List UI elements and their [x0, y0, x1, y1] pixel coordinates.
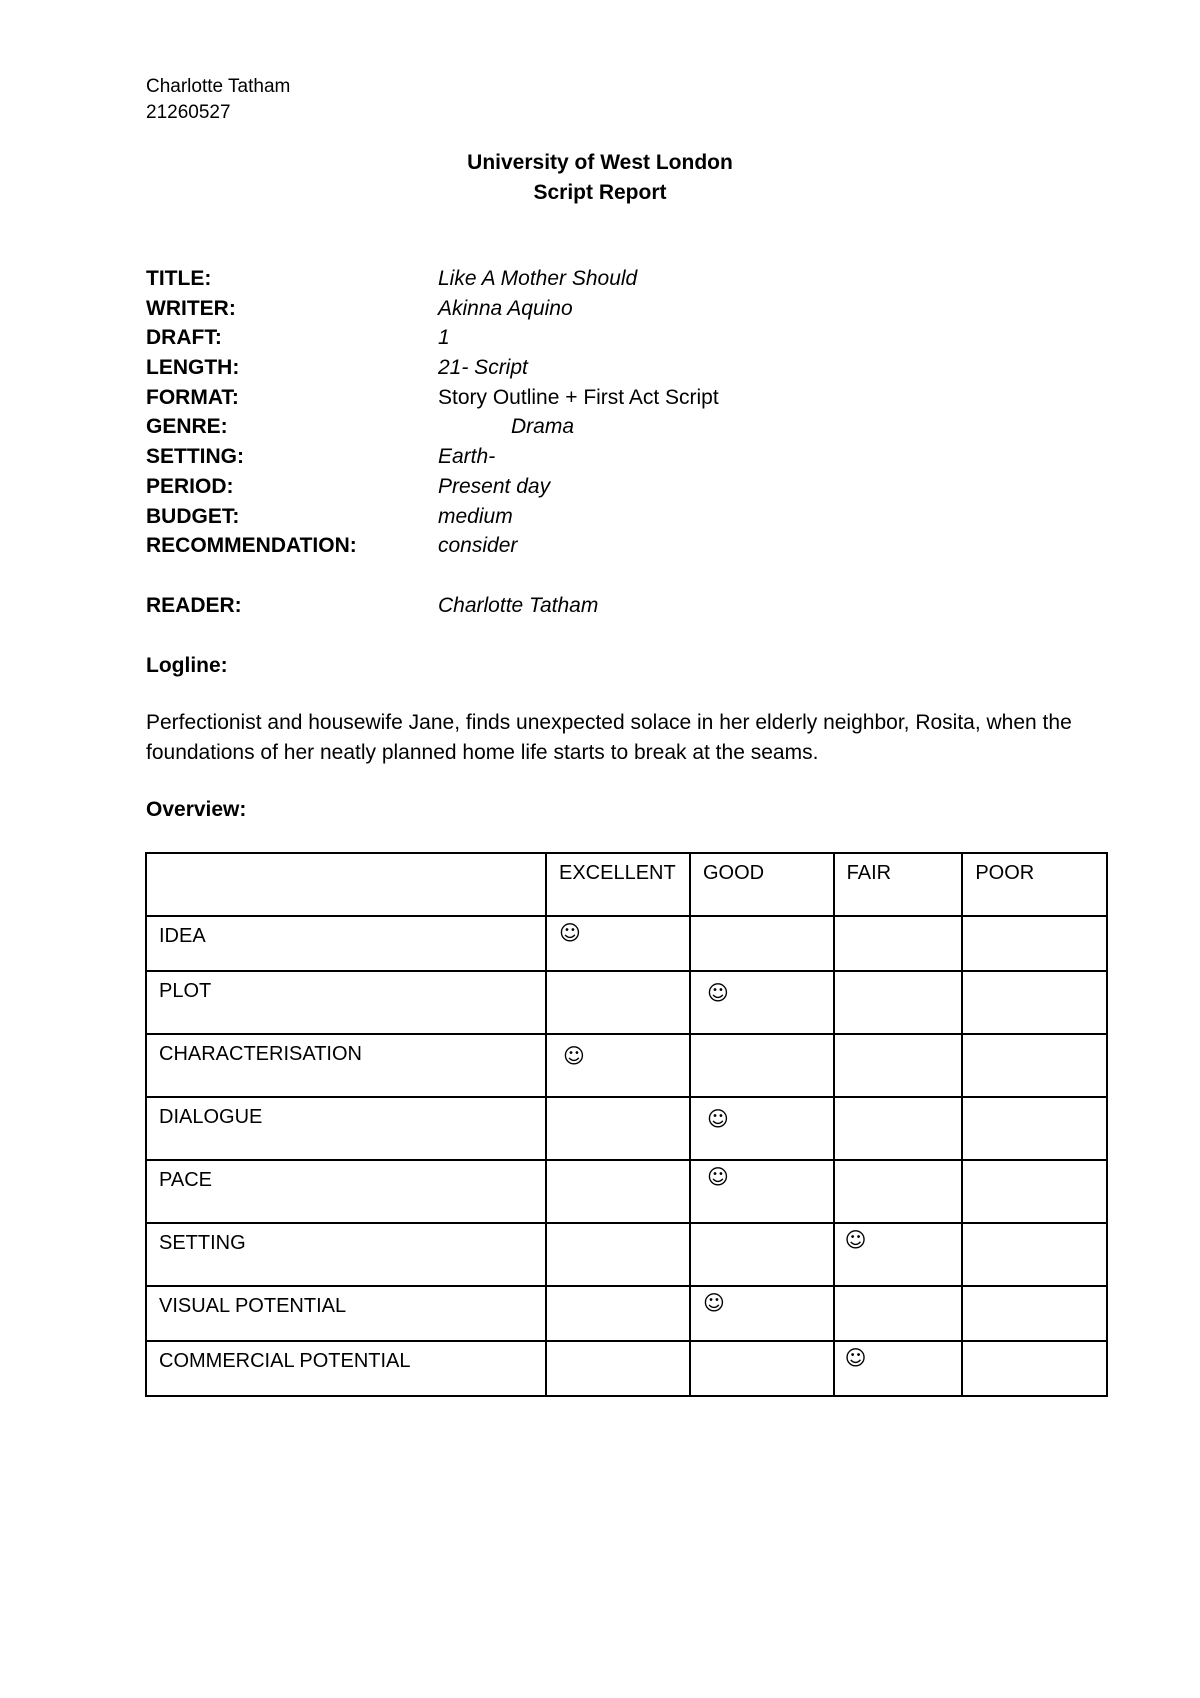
- rating-cell-excellent: [546, 1223, 690, 1286]
- rating-cell-fair: [834, 1097, 963, 1160]
- criterion-cell: COMMERCIAL POTENTIAL: [146, 1341, 546, 1396]
- rating-cell-fair: [834, 1034, 963, 1097]
- table-row: [146, 1286, 1107, 1341]
- table-row: [146, 971, 1107, 1034]
- rating-cell-good: [690, 1034, 834, 1097]
- field-label: DRAFT:: [146, 326, 222, 350]
- rating-cell-good: [690, 1286, 834, 1341]
- smiley-icon: ☺: [706, 1165, 729, 1189]
- field-label: TITLE:: [146, 267, 212, 290]
- field-label: RECOMMENDATION:: [146, 534, 357, 558]
- criterion-cell: CHARACTERISATION: [146, 1034, 546, 1097]
- smiley-icon: ☺: [844, 1346, 867, 1370]
- rating-cell-excellent: [546, 1286, 690, 1341]
- rating-cell-good: [690, 1097, 834, 1160]
- university-name: University of West London: [467, 151, 733, 174]
- overview-table: [145, 852, 1108, 1397]
- field-value: Akinna Aquino: [438, 296, 573, 320]
- rating-cell-fair: [834, 1341, 963, 1396]
- field-value: Charlotte Tatham: [438, 594, 599, 617]
- field-value: Earth-: [438, 445, 496, 469]
- rating-cell-excellent: [546, 1034, 690, 1097]
- rating-cell-fair: [834, 1223, 963, 1286]
- table-header-row: [146, 853, 1107, 916]
- report-title: Script Report: [533, 181, 667, 204]
- table-row: [146, 916, 1107, 971]
- field-label: LENGTH:: [146, 356, 240, 380]
- criterion-cell: DIALOGUE: [146, 1097, 546, 1160]
- rating-cell-excellent: [546, 971, 690, 1034]
- criterion-cell: SETTING: [146, 1223, 546, 1286]
- field-label: READER:: [146, 594, 242, 617]
- author-name: Charlotte Tatham: [146, 76, 291, 97]
- rating-cell-poor: [962, 1286, 1107, 1341]
- field-value: consider: [438, 534, 518, 558]
- table-body: [146, 916, 1107, 1396]
- rating-cell-poor: [962, 1097, 1107, 1160]
- criterion-cell: IDEA: [146, 916, 546, 971]
- field-label: GENRE:: [146, 415, 228, 439]
- rating-cell-fair: [834, 971, 963, 1034]
- student-id: 21260527: [146, 102, 231, 123]
- rating-cell-fair: [834, 916, 963, 971]
- field-label: FORMAT:: [146, 385, 239, 409]
- table-row: [146, 1341, 1107, 1396]
- rating-cell-poor: [962, 1223, 1107, 1286]
- criterion-cell: VISUAL POTENTIAL: [146, 1286, 546, 1341]
- field-label: BUDGET:: [146, 504, 240, 528]
- column-header: EXCELLENT: [546, 853, 690, 916]
- smiley-icon: ☺: [706, 981, 729, 1005]
- table-row: [146, 1160, 1107, 1223]
- rating-cell-fair: [834, 1286, 963, 1341]
- rating-cell-poor: [962, 916, 1107, 971]
- table-row: [146, 1034, 1107, 1097]
- field-value: Like A Mother Should: [438, 267, 638, 290]
- logline-heading: Logline:: [146, 654, 228, 677]
- author-block: [146, 74, 290, 126]
- field-label: SETTING:: [146, 445, 244, 469]
- rating-cell-good: [690, 1341, 834, 1396]
- rating-cell-poor: [962, 971, 1107, 1034]
- rating-cell-good: [690, 971, 834, 1034]
- column-header: POOR: [962, 853, 1107, 916]
- field-reader: [146, 591, 1046, 621]
- report-header: [0, 148, 1200, 208]
- field-value: 1: [438, 326, 450, 350]
- smiley-icon: ☺: [702, 1291, 725, 1315]
- smiley-icon: ☺: [844, 1228, 867, 1252]
- smiley-icon: ☺: [563, 1044, 585, 1068]
- field-value: Story Outline + First Act Script: [438, 385, 719, 409]
- rating-cell-excellent: [546, 1160, 690, 1223]
- rating-cell-good: [690, 1223, 834, 1286]
- table-row: [146, 1223, 1107, 1286]
- overview-heading: Overview:: [146, 798, 247, 821]
- smiley-icon: ☺: [706, 1107, 729, 1131]
- rating-cell-fair: [834, 1160, 963, 1223]
- field-label: WRITER:: [146, 296, 236, 320]
- logline-text: Perfectionist and housewife Jane, finds unexpected solace in her elderly neighbor, Rosita, when the foundations of her neatly planned home life starts to break at the seams.: [146, 711, 1072, 764]
- column-header: GOOD: [690, 853, 834, 916]
- rating-cell-poor: [962, 1034, 1107, 1097]
- criterion-cell: PLOT: [146, 971, 546, 1034]
- field-value: Drama: [511, 415, 575, 439]
- field-value: 21- Script: [438, 356, 528, 380]
- field-value: medium: [438, 504, 513, 528]
- rating-cell-excellent: [546, 1341, 690, 1396]
- smiley-icon: ☺: [559, 921, 581, 945]
- rating-cell-excellent: [546, 1097, 690, 1160]
- column-header: [146, 853, 546, 916]
- field-value: Present day: [438, 474, 551, 498]
- criterion-cell: PACE: [146, 1160, 546, 1223]
- field-label: PERIOD:: [146, 474, 234, 498]
- rating-cell-good: [690, 1160, 834, 1223]
- table-row: [146, 1097, 1107, 1160]
- rating-cell-poor: [962, 1341, 1107, 1396]
- column-header: FAIR: [834, 853, 963, 916]
- rating-cell-poor: [962, 1160, 1107, 1223]
- rating-cell-good: [690, 916, 834, 971]
- rating-cell-excellent: [546, 916, 690, 971]
